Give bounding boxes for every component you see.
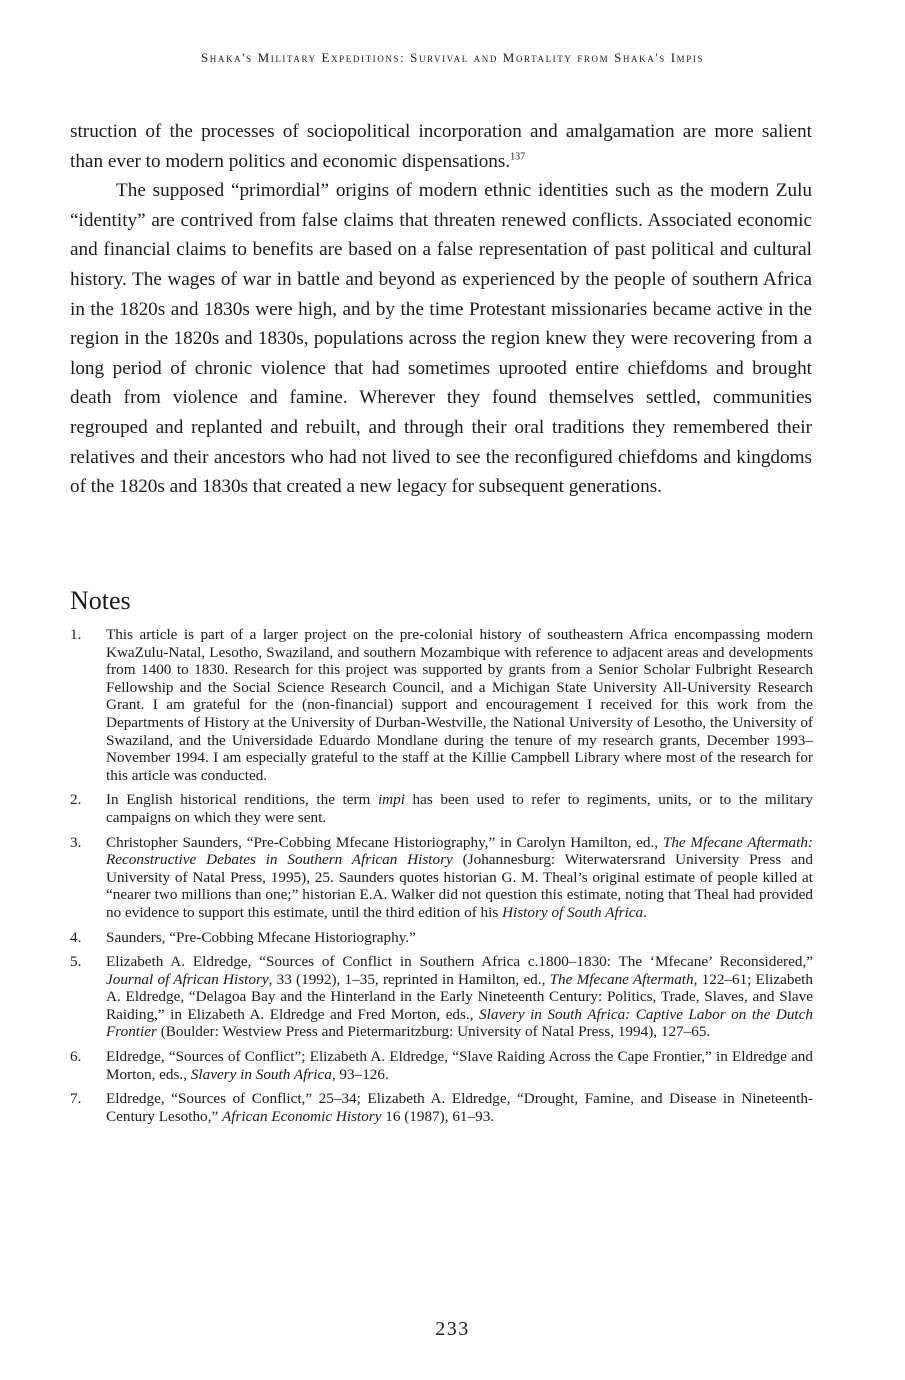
paragraph-continued — [70, 117, 812, 176]
note-text-part: 16 (1987), 61–93. — [381, 1107, 495, 1125]
note-number: 1. — [70, 626, 82, 643]
note-number: 5. — [70, 953, 82, 971]
note-6 — [70, 1048, 813, 1083]
note-italic: The Mfecane Aftermath — [549, 970, 694, 988]
note-text — [106, 626, 813, 784]
paragraph-text: struction of the processes of sociopolitical incorporation and amalgamation are more salient than ever to modern politics and economic dispensations. — [70, 121, 812, 172]
note-text-part: (Boulder: Westview Press and Pietermaritzburg: University of Natal Press, 1994), 127–65. — [156, 1023, 711, 1041]
note-text-part: , 93–126. — [331, 1065, 389, 1083]
note-text-part: Eldredge, “Sources of Conflict,” 25–34; Elizabeth A. Eldredge, “Drought, Famine, and Disease in Nineteenth-Century Lesotho,” — [106, 1090, 813, 1125]
note-text — [106, 791, 813, 826]
note-text-part: . — [643, 903, 647, 921]
running-head: Shaka's Military Expeditions: Survival and Mortality from Shaka's Impis — [200, 50, 705, 65]
note-1 — [70, 626, 813, 784]
note-text-part: , 33 (1992), 1–35, reprinted in Hamilton, ed., — [268, 970, 550, 988]
note-text — [106, 929, 813, 947]
note-text-part: has been used to refer to regiments, units, or to the military campaigns on which they were sent. — [106, 791, 813, 826]
note-italic: African Economic History — [222, 1107, 382, 1125]
note-number: 2. — [70, 791, 82, 809]
paragraph: The supposed “primordial” origins of modern ethnic identities such as the modern Zulu “identity” are contrived from false claims that threaten renewed conflicts. Associated economic and financial claims to benefits are based on a false representation of past political and cultural history. The wages of war in battle and beyond as experienced by the people of southern Africa in the 1820s and 1830s were high, and by the time Protestant missionaries became active in the region in the 1820s and 1830s, populations across the region knew they were recovering from a long period of chronic violence that had sometimes uprooted entire chiefdoms and brought death from violence and famine. Wherever they found themselves settled, communities regrouped and replanted and rebuilt, and through their oral traditions they remembered their relatives and their ancestors who had not lived to see the reconfigured chiefdoms and kingdoms of the 1820s and 1830s that created a new legacy for subsequent generations. — [70, 180, 812, 498]
note-number: 7. — [70, 1090, 82, 1108]
body-text — [70, 117, 812, 502]
notes-list — [70, 626, 813, 1132]
note-number: 6. — [70, 1048, 82, 1066]
note-text — [106, 834, 813, 922]
note-text-part: (Johannesburg: Witerwatersrand University Press and University of Natal Press, 1995), 25. Saunders quotes historian G. M. Theal’s original estimate of people killed at “nearer two millions than one;” historian E.A. Walker did not question this estimate, noting that Theal had provided no evidence to support this estimate, until the third edition of his — [106, 851, 813, 921]
note-italic: Journal of African History — [106, 970, 269, 988]
note-text-part: Eldredge, “Sources of Conflict”; Elizabeth A. Eldredge, “Slave Raiding Across the Cape Frontier,” in Eldredge and Morton, eds., — [106, 1048, 813, 1083]
note-text — [106, 1048, 813, 1083]
note-italic: Slavery in South Africa: Captive Labor on the Dutch Frontier — [106, 1005, 813, 1041]
note-text-part: In English historical renditions, the term — [106, 791, 378, 809]
notes-heading: Notes — [70, 586, 131, 615]
note-italic: Slavery in South Africa — [190, 1065, 332, 1083]
note-text-part: Christopher Saunders, “Pre-Cobbing Mfecane Historiography,” in Carolyn Hamilton, ed., — [106, 833, 663, 851]
note-text-part: Elizabeth A. Eldredge, “Sources of Conflict in Southern Africa c.1800–1830: The ‘Mfecane’ Reconsidered,” — [106, 953, 813, 971]
note-italic: The Mfecane Aftermath: Reconstructive Debates in Southern African History — [106, 833, 813, 869]
note-2 — [70, 791, 813, 826]
note-number: 3. — [70, 833, 82, 851]
note-italic: impi — [377, 791, 405, 809]
note-5 — [70, 953, 813, 1041]
note-text — [106, 953, 813, 1041]
note-text — [106, 1090, 813, 1125]
note-3 — [70, 834, 813, 922]
note-text-part: Saunders, “Pre-Cobbing Mfecane Historiography.” — [106, 928, 416, 946]
footnote-ref: 137 — [510, 151, 526, 163]
note-text-part: This article is part of a larger project on the pre-colonial history of southeastern Africa encompassing modern KwaZulu-Natal, Lesotho, Swaziland, and southern Mozambique with reference to adjacent areas and developments from 1400 to 1830. Research for this project was supported by grants from a Senior Scholar Fulbright Research Fellowship and the Social Science Research Council, and a Michigan State University All-University Research Grant. I am grateful for the (non-financial) support and encouragement I received for this work from the Departments of History at the University of Durban-Westville, the National University of Lesotho, the University of Swaziland, and the Universidade Eduardo Mondlane during the tenure of my research grants, December 1993–November 1994. I am especially grateful to the staff at the Killie Campbell Library where most of the research for this article was conducted. — [106, 626, 813, 784]
note-7 — [70, 1090, 813, 1125]
note-italic: History of South Africa — [502, 903, 644, 921]
note-number: 4. — [70, 928, 82, 946]
note-4 — [70, 929, 813, 947]
note-text-part: , 122–61; Elizabeth A. Eldredge, “Delagoa Bay and the Hinterland in the Early Nineteenth Century: Politics, Trade, Slaves, and Slave Raiding,” in Elizabeth A. Eldredge and Fred Morton, eds., — [106, 970, 813, 1023]
page-number: 233 — [435, 1318, 470, 1340]
